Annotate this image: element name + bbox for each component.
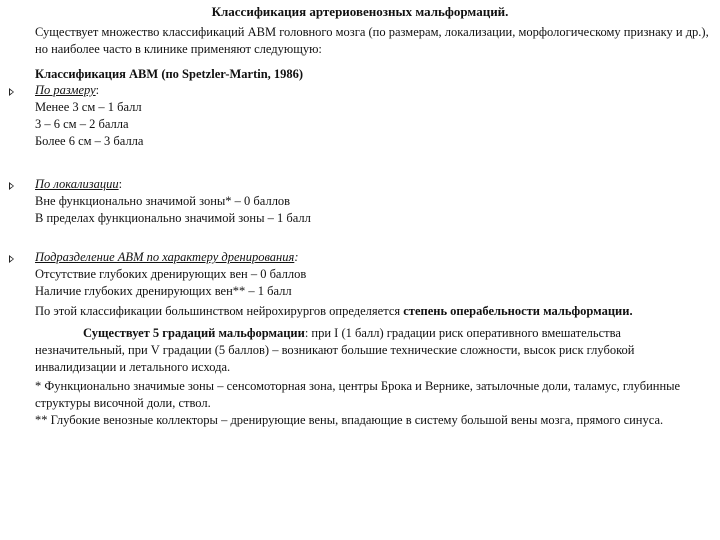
list-item: Менее 3 см – 1 балл (35, 100, 142, 114)
group-heading (35, 82, 712, 99)
operability-paragraph (35, 303, 712, 320)
operability-bold: степень операбельности мальформации. (403, 304, 633, 318)
classification-heading: Классификация АВМ (по Spetzler-Martin, 1986) (35, 67, 304, 81)
group-heading-label: Подразделение АВМ по характеру дренирования (35, 250, 295, 264)
gradations-bold: Существует 5 градаций мальформации (83, 326, 305, 340)
group-heading (35, 176, 712, 193)
footnote: ** Глубокие венозные коллекторы – дренирующие вены, впадающие в систему большой вены мозга, прямого синуса. (35, 413, 664, 427)
operability-text: По этой классификации большинством нейрохирургов определяется (35, 304, 404, 318)
list-item: Отсутствие глубоких дренирующих вен – 0 баллов (35, 267, 307, 281)
list-item: Вне функционально значимой зоны* – 0 баллов (35, 194, 291, 208)
arrow-bullet-icon (9, 182, 14, 190)
gradations-text: : при I (1 балл) градации риск оперативного вмешательства незначительный, при V градации (5 баллов) – возникают большие технические сложности, высок риск глубокой инвалидизации и летального исхода. (35, 326, 635, 374)
footnote: * Функционально значимые зоны – сенсомоторная зона, центры Брока и Вернике, затылочные доли, таламус, глубинные структуры височной доли, ствол. (35, 379, 681, 410)
size-group (35, 82, 712, 150)
list-item: 3 – 6 см – 2 балла (35, 117, 129, 131)
gradations-paragraph (35, 325, 712, 376)
group-heading-label: По размеру (35, 83, 96, 97)
intro-paragraph: Существует множество классификаций АВМ головного мозга (по размерам, локализации, морфологическому признаку и др.), но наиболее часто в клинике применяют следующую: (35, 25, 709, 56)
list-item: В пределах функционально значимой зоны – 1 балл (35, 211, 311, 225)
list-item: Наличие глубоких дренирующих вен** – 1 балл (35, 284, 292, 298)
group-heading-colon: : (118, 177, 123, 191)
group-heading-colon: : (294, 250, 299, 264)
drainage-group (35, 249, 712, 300)
arrow-bullet-icon (9, 88, 14, 96)
location-group (35, 176, 712, 227)
page-title: Классификация артериовенозных мальформаций. (211, 4, 509, 19)
group-heading-colon: : (95, 83, 100, 97)
arrow-bullet-icon (9, 255, 14, 263)
list-item: Более 6 см – 3 балла (35, 134, 144, 148)
group-heading (35, 249, 712, 266)
group-heading-label: По локализации (35, 177, 119, 191)
footnotes (35, 378, 712, 429)
